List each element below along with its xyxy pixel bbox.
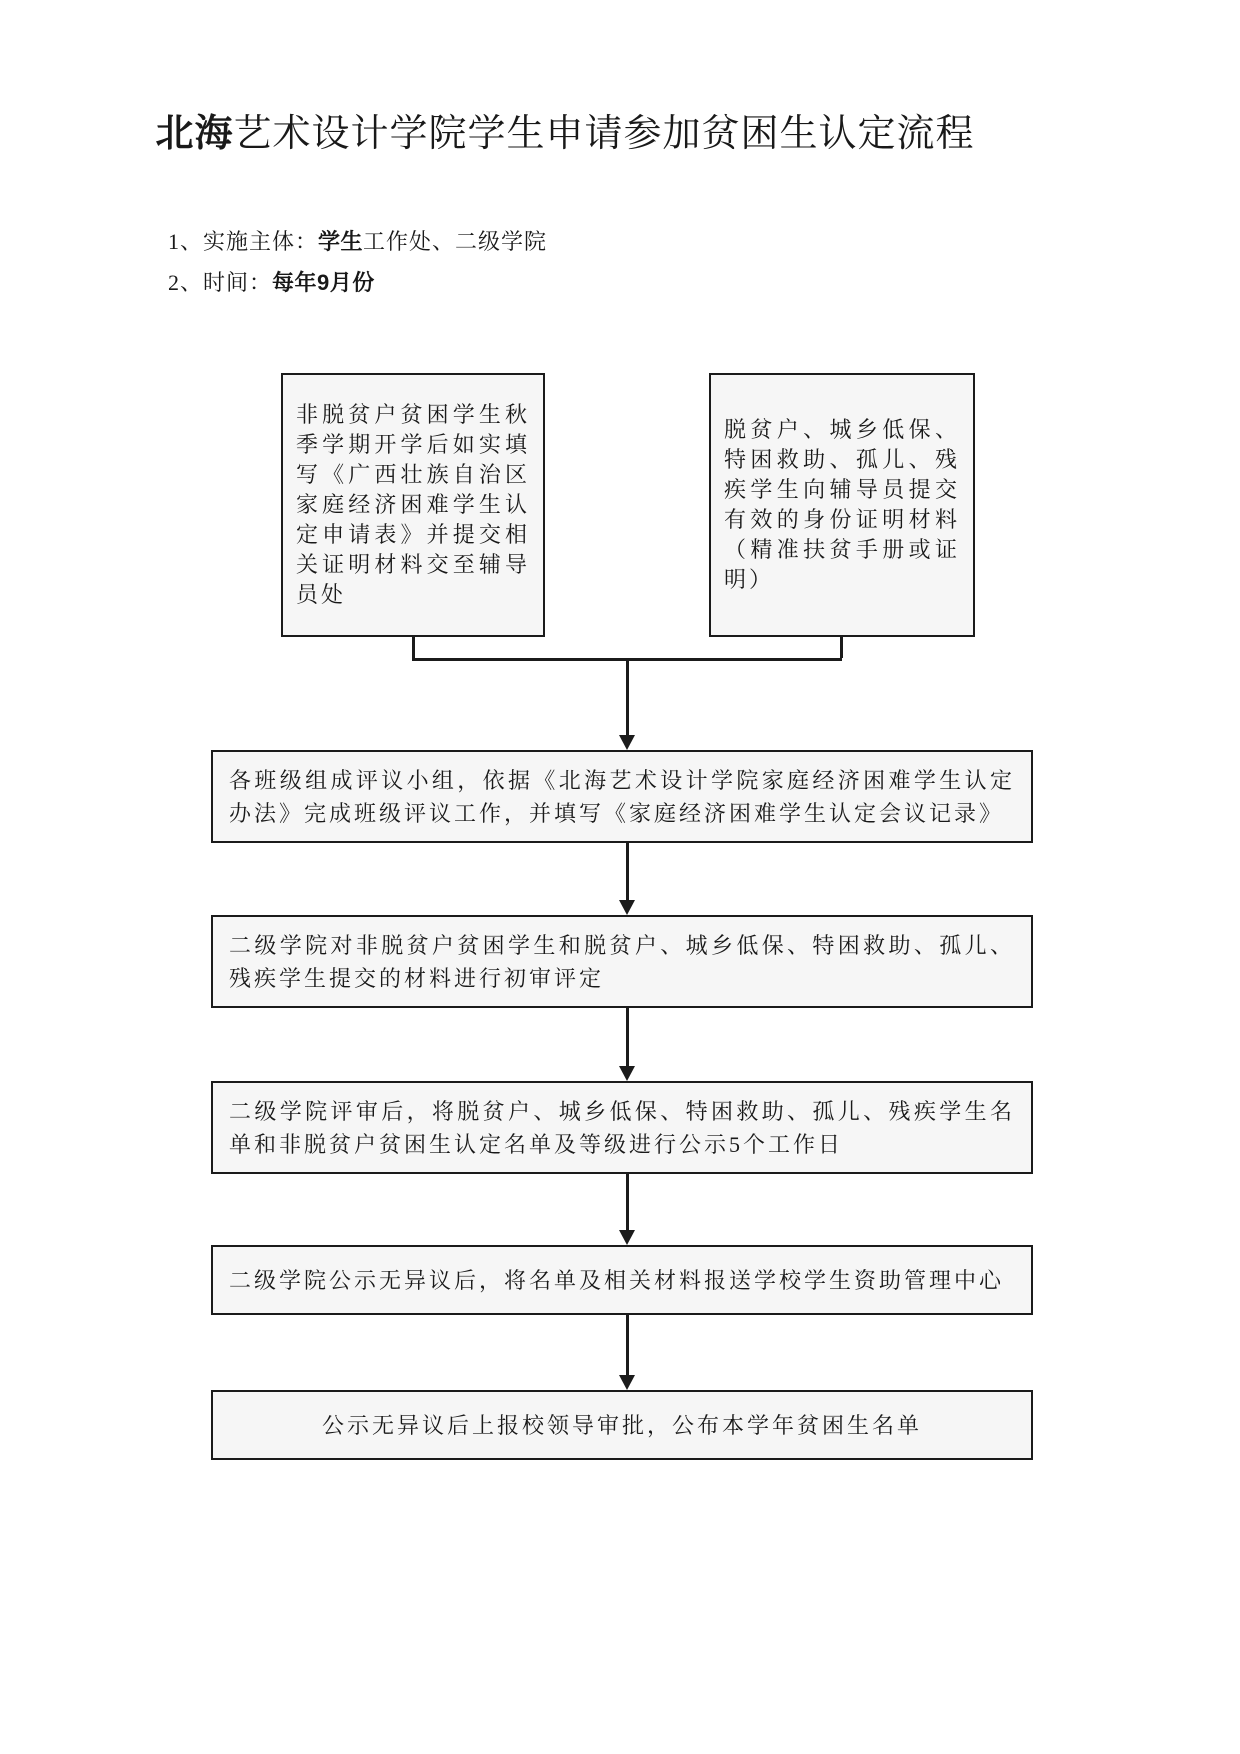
connector-right-stub [840, 637, 843, 658]
flow-box-final-approval [211, 1390, 1033, 1460]
connector-line-2 [626, 843, 629, 901]
flow-box-non-poverty-students [281, 373, 545, 637]
flow-box-poverty-relief-students [709, 373, 975, 637]
page-title-bold-part: 北海 [155, 113, 234, 155]
connector-line-3 [626, 1008, 629, 1067]
down-arrow-icon-4 [619, 1230, 635, 1245]
down-arrow-icon-2 [619, 900, 635, 915]
connector-line-5 [626, 1315, 629, 1376]
down-arrow-icon-1 [619, 735, 635, 750]
flow-box-final-approval-text: 公示无异议后上报校领导审批，公布本学年贫困生名单 [321, 1412, 922, 1438]
flow-box-poverty-relief-students-text: 脱贫户、城乡低保、特困救助、孤儿、残疾学生向辅导员提交有效的身份证明材料（精准扶贫手册或证明） [724, 417, 960, 592]
down-arrow-icon-5 [619, 1375, 635, 1390]
note-time-prefix: 2、时间： [168, 270, 273, 295]
note-implementing-body-bold: 学生 [318, 229, 364, 254]
connector-left-stub [412, 637, 415, 658]
connector-line-4 [626, 1174, 629, 1231]
flow-box-class-review [211, 750, 1033, 843]
note-implementing-body-suffix: 工作处、二级学院 [363, 229, 548, 254]
flow-box-public-notice [211, 1081, 1033, 1174]
note-time [168, 269, 375, 297]
note-time-bold: 每年9月份 [272, 270, 375, 295]
page-title [0, 110, 1240, 158]
flow-box-public-notice-text: 二级学院评审后，将脱贫户、城乡低保、特困救助、孤儿、残疾学生名单和非脱贫户贫困生认定名单及等级进行公示5个工作日 [229, 1098, 1015, 1157]
flow-box-class-review-text: 各班级组成评议小组，依据《北海艺术设计学院家庭经济困难学生认定办法》完成班级评议工作，并填写《家庭经济困难学生认定会议记录》 [229, 767, 1015, 826]
page-title-regular-part: 艺术设计学院学生申请参加贫困生认定流程 [233, 113, 975, 155]
note-implementing-body [168, 228, 547, 256]
note-implementing-body-prefix: 1、实施主体： [168, 229, 319, 254]
flow-box-report-to-aid-center-text: 二级学院公示无异议后，将名单及相关材料报送学校学生资助管理中心 [229, 1267, 1005, 1293]
flow-box-college-first-review-text: 二级学院对非脱贫户贫困学生和脱贫户、城乡低保、特困救助、孤儿、残疾学生提交的材料进行初审评定 [229, 932, 1015, 991]
connector-merge-drop [626, 658, 629, 736]
flow-box-report-to-aid-center [211, 1245, 1033, 1315]
flow-box-college-first-review [211, 915, 1033, 1008]
down-arrow-icon-3 [619, 1066, 635, 1081]
flow-box-non-poverty-students-text: 非脱贫户贫困学生秋季学期开学后如实填写《广西壮族自治区家庭经济困难学生认定申请表》并提交相关证明材料交至辅导员处 [296, 402, 530, 607]
